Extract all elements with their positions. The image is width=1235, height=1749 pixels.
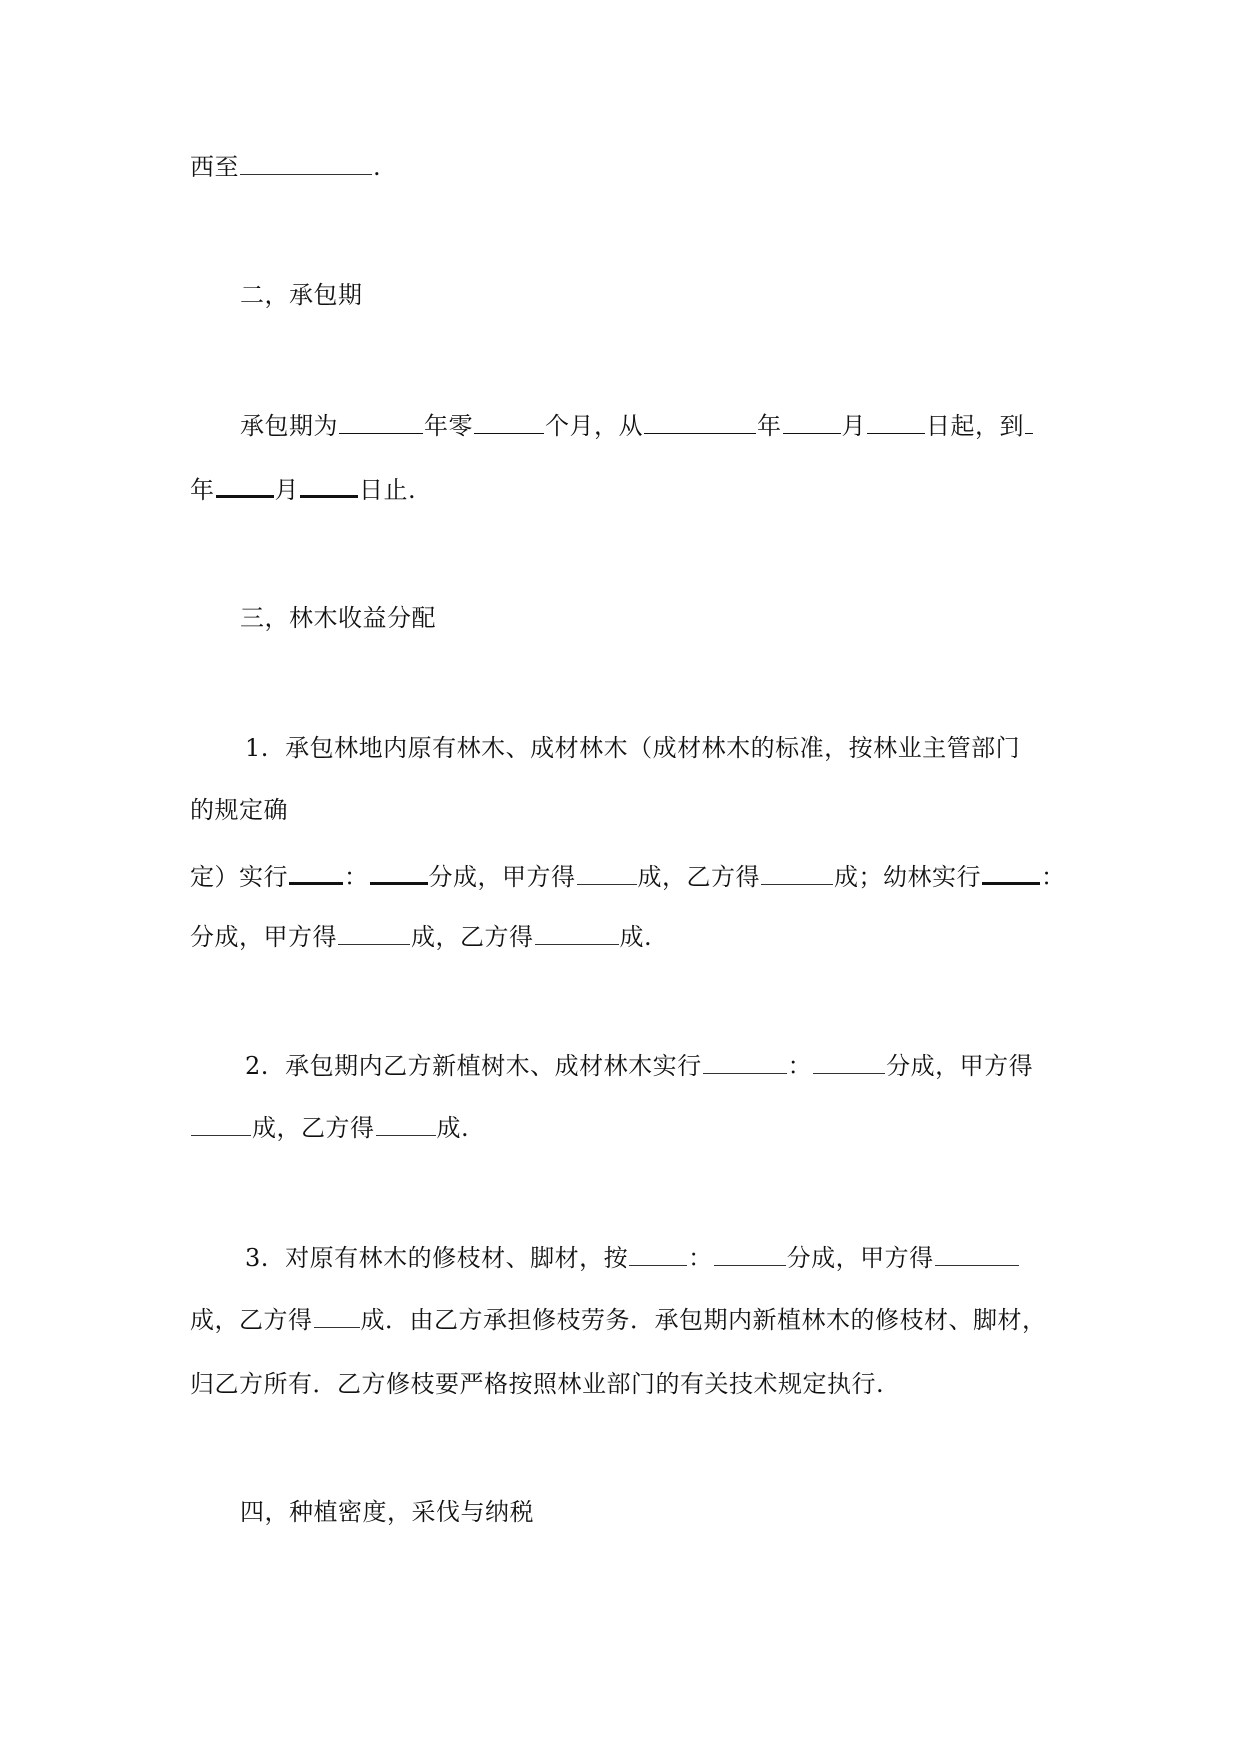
end-month-blank[interactable] — [216, 473, 274, 498]
term-text-7: 年 — [190, 476, 215, 504]
item-1-number: 1. — [245, 734, 269, 762]
term-text-8: 月 — [274, 476, 299, 504]
term-text-2: 年零 — [424, 412, 473, 440]
term-text-1: 承包期为 — [240, 412, 338, 440]
start-month-blank[interactable] — [783, 411, 841, 434]
item-1-young-party-a-blank[interactable] — [338, 922, 410, 945]
item-1-text-1: 承包林地内原有林木、成材林木（成材林木的标准，按林业主管部门 — [285, 734, 1021, 762]
term-text-9: 日止. — [359, 476, 417, 504]
start-year-blank[interactable] — [644, 411, 756, 434]
term-line-2 — [190, 473, 416, 505]
item-3-line-2 — [190, 1305, 1047, 1335]
item-1-text-3b: ： — [344, 863, 369, 891]
end-year-blank[interactable] — [1025, 411, 1033, 434]
item-3-line-3: 归乙方所有．乙方修枝要严格按照林业部门的有关技术规定执行. — [190, 1370, 885, 1398]
item-3-text-1b: ： — [688, 1244, 713, 1272]
item-1-line-2: 的规定确 — [190, 796, 288, 824]
item-2-number: 2. — [245, 1052, 269, 1080]
term-text-3: 个月，从 — [545, 412, 643, 440]
item-2-ratio-a-blank[interactable] — [703, 1051, 787, 1074]
item-1-text-3e: 成；幼林实行 — [834, 863, 981, 891]
item-3-ratio-a-blank[interactable] — [629, 1243, 687, 1266]
end-day-blank[interactable] — [300, 473, 358, 498]
section-3-heading: 三，林木收益分配 — [240, 604, 436, 632]
start-day-blank[interactable] — [867, 411, 925, 434]
west-boundary-line — [190, 152, 381, 182]
item-1-text-3c: 分成，甲方得 — [428, 863, 576, 891]
item-1-text-3a: 定）实行 — [190, 863, 288, 891]
item-1-line-4 — [190, 922, 652, 952]
item-1-text-4a: 分成，甲方得 — [190, 923, 337, 951]
item-1-young-party-b-blank[interactable] — [535, 922, 619, 945]
term-months-blank[interactable] — [474, 411, 544, 434]
section-4-heading: 四，种植密度，采伐与纳税 — [240, 1498, 534, 1526]
item-1-ratio-b-blank[interactable] — [370, 860, 428, 885]
term-text-4: 年 — [757, 412, 782, 440]
term-text-5: 月 — [841, 412, 866, 440]
item-1-party-a-share-blank[interactable] — [577, 862, 637, 885]
west-boundary-blank[interactable] — [240, 152, 372, 175]
item-3-text-1c: 分成，甲方得 — [786, 1244, 934, 1272]
item-1-text-3d: 成，乙方得 — [637, 863, 760, 891]
item-1-line-3 — [190, 860, 1066, 892]
item-2-text-1c: 分成，甲方得 — [886, 1052, 1034, 1080]
item-3-number: 3. — [245, 1244, 269, 1272]
item-2-line-1 — [245, 1051, 1033, 1081]
item-1-text-4b: 成，乙方得 — [411, 923, 534, 951]
item-1-text-4c: 成. — [619, 923, 653, 951]
item-1-young-forest-ratio-blank[interactable] — [982, 860, 1040, 885]
term-line-1 — [240, 411, 1034, 441]
item-2-text-1b: ： — [787, 1052, 813, 1080]
item-3-text-2a: 成，乙方得 — [190, 1306, 313, 1334]
item-3-line-1 — [245, 1243, 1020, 1273]
item-1-party-b-share-blank[interactable] — [761, 862, 833, 885]
item-1-ratio-a-blank[interactable] — [289, 860, 343, 885]
item-2-party-b-share-blank[interactable] — [376, 1113, 436, 1136]
section-2-heading: 二，承包期 — [240, 281, 363, 309]
item-2-ratio-b-blank[interactable] — [813, 1051, 885, 1074]
term-years-blank[interactable] — [339, 411, 423, 434]
item-1-text-3f: ： — [1041, 863, 1066, 891]
item-3-party-a-share-blank[interactable] — [935, 1243, 1019, 1266]
item-2-party-a-share-blank[interactable] — [191, 1113, 251, 1136]
item-3-text-1a: 对原有林木的修枝材、脚材，按 — [285, 1244, 629, 1272]
item-2-text-2a: 成，乙方得 — [252, 1114, 375, 1142]
item-3-text-2b: 成．由乙方承担修枝劳务．承包期内新植林木的修枝材、脚材， — [360, 1306, 1047, 1334]
item-2-line-2 — [190, 1113, 469, 1143]
item-3-ratio-b-blank[interactable] — [714, 1243, 786, 1266]
item-3-party-b-share-blank[interactable] — [314, 1305, 360, 1328]
west-boundary-label: 西至 — [190, 153, 239, 181]
west-boundary-end: . — [373, 153, 382, 181]
term-text-6: 日起，到 — [926, 412, 1024, 440]
item-1-line-1 — [245, 733, 1020, 763]
item-2-text-1a: 承包期内乙方新植树木、成材林木实行 — [285, 1052, 702, 1080]
item-2-text-2b: 成. — [436, 1114, 470, 1142]
